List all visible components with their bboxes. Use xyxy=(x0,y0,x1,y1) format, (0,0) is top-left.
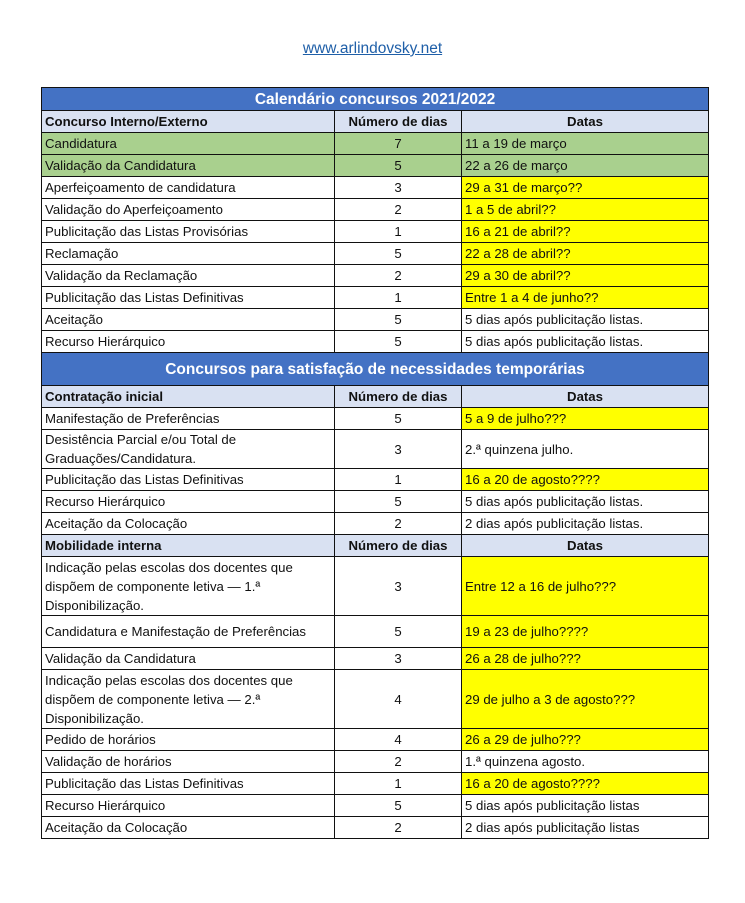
activity-cell: Validação da Candidatura xyxy=(42,155,335,177)
activity-cell: Validação do Aperfeiçoamento xyxy=(42,199,335,221)
table-row xyxy=(42,309,709,331)
days-cell: 2 xyxy=(335,817,462,839)
table-row xyxy=(42,491,709,513)
activity-cell: Publicitação das Listas Definitivas xyxy=(42,773,335,795)
dates-cell: Entre 1 a 4 de junho?? xyxy=(462,287,709,309)
site-link[interactable]: www.arlindovsky.net xyxy=(302,40,443,57)
table-row xyxy=(42,729,709,751)
activity-cell: Validação de horários xyxy=(42,751,335,773)
section2-title-row xyxy=(42,353,709,386)
table-row xyxy=(42,773,709,795)
dates-cell: 5 dias após publicitação listas. xyxy=(462,491,709,513)
table-row xyxy=(42,751,709,773)
dates-cell: 1.ª quinzena agosto. xyxy=(462,751,709,773)
activity-cell: Aceitação da Colocação xyxy=(42,513,335,535)
dates-cell: 11 a 19 de março xyxy=(462,133,709,155)
column-header-dates: Datas xyxy=(462,111,709,133)
days-cell: 5 xyxy=(335,309,462,331)
activity-cell: Aceitação xyxy=(42,309,335,331)
days-cell: 2 xyxy=(335,265,462,287)
activity-cell: Publicitação das Listas Provisórias xyxy=(42,221,335,243)
activity-cell: Candidatura e Manifestação de Preferências xyxy=(42,616,335,648)
activity-cell: Indicação pelas escolas dos docentes que dispõem de componente letiva — 1.ª Disponibilização. xyxy=(42,557,335,616)
days-cell: 7 xyxy=(335,133,462,155)
days-cell: 3 xyxy=(335,430,462,469)
section2-title: Concursos para satisfação de necessidades temporárias xyxy=(42,353,709,386)
section2-header-row xyxy=(42,386,709,408)
dates-cell: 22 a 28 de abril?? xyxy=(462,243,709,265)
activity-cell: Candidatura xyxy=(42,133,335,155)
table-row xyxy=(42,616,709,648)
activity-cell: Aceitação da Colocação xyxy=(42,817,335,839)
activity-cell: Publicitação das Listas Definitivas xyxy=(42,287,335,309)
table-row xyxy=(42,469,709,491)
column-header-days: Número de dias xyxy=(335,535,462,557)
days-cell: 2 xyxy=(335,751,462,773)
dates-cell: 26 a 29 de julho??? xyxy=(462,729,709,751)
table-row xyxy=(42,331,709,353)
dates-cell: 5 dias após publicitação listas. xyxy=(462,309,709,331)
section3-header-row xyxy=(42,535,709,557)
dates-cell: 16 a 21 de abril?? xyxy=(462,221,709,243)
days-cell: 5 xyxy=(335,243,462,265)
activity-cell: Indicação pelas escolas dos docentes que dispõem de componente letiva — 2.ª Disponibilização. xyxy=(42,670,335,729)
days-cell: 5 xyxy=(335,491,462,513)
table-row xyxy=(42,199,709,221)
table-row xyxy=(42,243,709,265)
dates-cell: 2.ª quinzena julho. xyxy=(462,430,709,469)
column-header-activity: Mobilidade interna xyxy=(42,535,335,557)
table-row xyxy=(42,155,709,177)
table-row xyxy=(42,265,709,287)
days-cell: 5 xyxy=(335,331,462,353)
days-cell: 2 xyxy=(335,199,462,221)
column-header-dates: Datas xyxy=(462,535,709,557)
dates-cell: 29 a 30 de abril?? xyxy=(462,265,709,287)
dates-cell: 16 a 20 de agosto???? xyxy=(462,773,709,795)
site-link-container xyxy=(0,40,745,58)
days-cell: 1 xyxy=(335,221,462,243)
section1-header-row xyxy=(42,111,709,133)
activity-cell: Manifestação de Preferências xyxy=(42,408,335,430)
activity-cell: Validação da Candidatura xyxy=(42,648,335,670)
table-row xyxy=(42,177,709,199)
days-cell: 4 xyxy=(335,670,462,729)
days-cell: 5 xyxy=(335,155,462,177)
activity-cell: Pedido de horários xyxy=(42,729,335,751)
table-row xyxy=(42,221,709,243)
activity-cell: Recurso Hierárquico xyxy=(42,795,335,817)
table-row xyxy=(42,513,709,535)
days-cell: 3 xyxy=(335,557,462,616)
days-cell: 5 xyxy=(335,616,462,648)
days-cell: 1 xyxy=(335,469,462,491)
table-row xyxy=(42,430,709,469)
table-title: Calendário concursos 2021/2022 xyxy=(42,88,709,111)
dates-cell: 5 a 9 de julho??? xyxy=(462,408,709,430)
dates-cell: Entre 12 a 16 de julho??? xyxy=(462,557,709,616)
days-cell: 5 xyxy=(335,795,462,817)
table-row xyxy=(42,557,709,616)
table-row xyxy=(42,648,709,670)
days-cell: 1 xyxy=(335,773,462,795)
table-row xyxy=(42,133,709,155)
dates-cell: 2 dias após publicitação listas xyxy=(462,817,709,839)
column-header-days: Número de dias xyxy=(335,111,462,133)
dates-cell: 16 a 20 de agosto???? xyxy=(462,469,709,491)
dates-cell: 2 dias após publicitação listas. xyxy=(462,513,709,535)
table-row xyxy=(42,670,709,729)
table-row xyxy=(42,287,709,309)
table-row xyxy=(42,408,709,430)
activity-cell: Validação da Reclamação xyxy=(42,265,335,287)
table-row xyxy=(42,817,709,839)
table-row xyxy=(42,795,709,817)
days-cell: 2 xyxy=(335,513,462,535)
activity-cell: Recurso Hierárquico xyxy=(42,331,335,353)
dates-cell: 22 a 26 de março xyxy=(462,155,709,177)
activity-cell: Aperfeiçoamento de candidatura xyxy=(42,177,335,199)
days-cell: 1 xyxy=(335,287,462,309)
dates-cell: 29 a 31 de março?? xyxy=(462,177,709,199)
dates-cell: 26 a 28 de julho??? xyxy=(462,648,709,670)
activity-cell: Desistência Parcial e/ou Total de Graduações/Candidatura. xyxy=(42,430,335,469)
activity-cell: Recurso Hierárquico xyxy=(42,491,335,513)
dates-cell: 1 a 5 de abril?? xyxy=(462,199,709,221)
activity-cell: Reclamação xyxy=(42,243,335,265)
dates-cell: 5 dias após publicitação listas. xyxy=(462,331,709,353)
activity-cell: Publicitação das Listas Definitivas xyxy=(42,469,335,491)
days-cell: 4 xyxy=(335,729,462,751)
dates-cell: 29 de julho a 3 de agosto??? xyxy=(462,670,709,729)
dates-cell: 5 dias após publicitação listas xyxy=(462,795,709,817)
column-header-activity: Contratação inicial xyxy=(42,386,335,408)
column-header-activity: Concurso Interno/Externo xyxy=(42,111,335,133)
days-cell: 3 xyxy=(335,648,462,670)
column-header-dates: Datas xyxy=(462,386,709,408)
table-title-row xyxy=(42,88,709,111)
days-cell: 3 xyxy=(335,177,462,199)
days-cell: 5 xyxy=(335,408,462,430)
calendar-table xyxy=(41,87,709,839)
dates-cell: 19 a 23 de julho???? xyxy=(462,616,709,648)
column-header-days: Número de dias xyxy=(335,386,462,408)
